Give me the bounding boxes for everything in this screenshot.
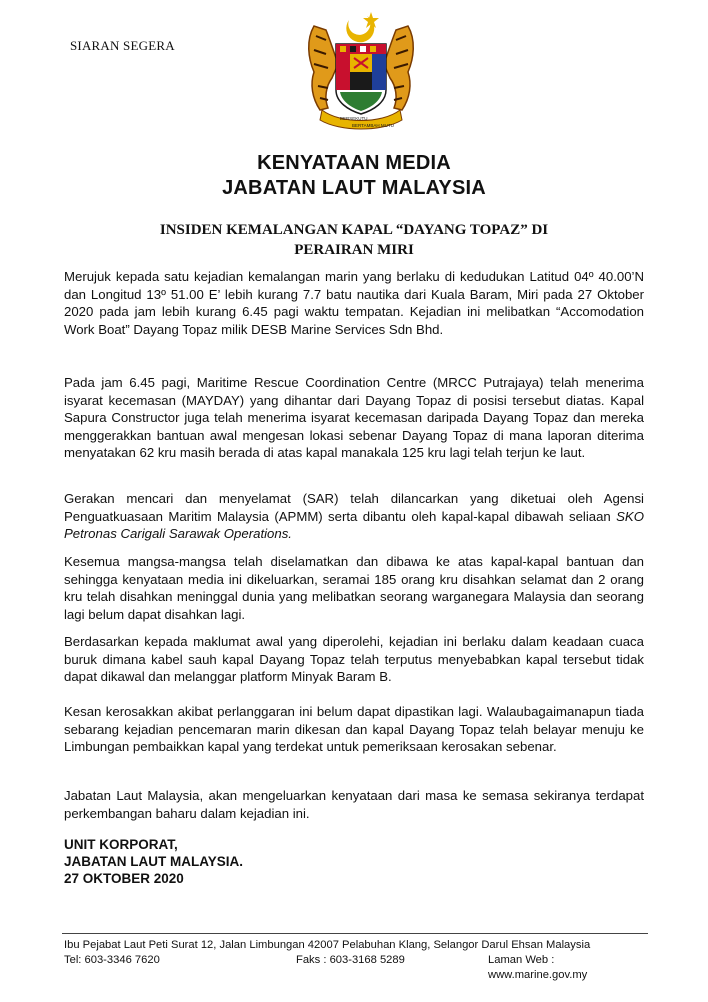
signature-unit: UNIT KORPORAT, — [64, 837, 178, 852]
footer-fax: Faks : 603-3168 5289 — [296, 954, 405, 966]
paragraph-mayday: Pada jam 6.45 pagi, Maritime Rescue Coordination Centre (MRCC Putrajaya) telah menerima isyarat kecemasan (MAYDAY) yang dihantar dari Dayang Topaz di posisi tersebut diatas. Kapal Sapura Constructor juga telah menerima isyarat kecemasan daripada Dayang Topaz dan mereka menggerakkan bantuan awal mengesan lokasi sebenar Dayang Topaz di mana laporan diterima menyatakan 62 kru masih berada di atas kapal manakala 125 kru lagi telah terjun ke laut. — [64, 375, 644, 460]
malaysia-coat-of-arms-icon — [300, 6, 422, 134]
signature-department: JABATAN LAUT MALAYSIA. — [64, 854, 244, 869]
media-statement-title: KENYATAAN MEDIA — [257, 152, 451, 174]
paragraph-cause: Berdasarkan kepada maklumat awal yang diperolehi, kejadian ini berlaku dalam keadaan cuaca buruk dimana kabel sauh kapal Dayang Topaz telah terputus menyebabkan kapal tersebut tidak dapat dikawal dan melanggar platform Minyak Baram B. — [64, 634, 644, 684]
release-label: SIARAN SEGERA — [70, 38, 175, 53]
paragraph-damage: Kesan kerosakkan akibat perlanggaran ini belum dapat dipastikan lagi. Walaubagaimanapun tiada sebarang kejadian pencemaran marin dikesan dan kapal Dayang Topaz telah belayar menuju ke Limbungan pembaikkan kapal yang terdekat untuk pemeriksaan kerosakan sebenar. — [64, 704, 644, 754]
paragraph-sar-text: Gerakan mencari dan menyelamat (SAR) telah dilancarkan yang diketuai oleh Agensi Penguatkuasaan Maritim Malaysia (APMM) serta dibantu oleh kapal-kapal dibawah seliaan — [64, 491, 644, 524]
incident-heading-line1: INSIDEN KEMALANGAN KAPAL “DAYANG TOPAZ” DI — [159, 222, 549, 238]
signature-date: 27 OKTOBER 2020 — [64, 871, 184, 886]
footer-website[interactable]: Laman Web : www.marine.gov.my — [488, 954, 588, 981]
footer-address: Ibu Pejabat Laut Peti Surat 12, Jalan Limbungan 42007 Pelabuhan Klang, Selangor Darul Ehsan Malaysia — [64, 939, 591, 951]
crest-motto-text-2: BERTAMBAH MUTU — [352, 123, 394, 128]
paragraph-updates: Jabatan Laut Malaysia, akan mengeluarkan kenyataan dari masa ke semasa sekiranya terdapat perkembangan baharu dalam kejadian ini. — [64, 788, 644, 821]
paragraph-incident-location: Merujuk kepada satu kejadian kemalangan marin yang berlaku di kedudukan Latitud 04º 40.00’N dan Longitud 13º 51.00 E’ lebih kurang 7.7 batu nautika dari Kuala Baram, Miri pada 27 Oktober 2020 pada jam lebih kurang 6.45 pagi waktu tempatan. Kejadian ini melibatkan “Accomodation Work Boat” Dayang Topaz milik DESB Marine Services Sdn Bhd. — [64, 269, 644, 337]
footer-telephone: Tel: 603-3346 7620 — [64, 954, 160, 966]
incident-heading-line2: PERAIRAN MIRI — [294, 242, 414, 258]
department-title: JABATAN LAUT MALAYSIA — [222, 177, 486, 199]
crest-motto-text-1: BERSEKUTU — [340, 116, 368, 121]
footer-divider — [62, 933, 648, 934]
paragraph-sar-operation — [64, 490, 644, 543]
paragraph-casualties: Kesemua mangsa-mangsa telah diselamatkan dan dibawa ke atas kapal-kapal bantuan dan sehingga kenyataan media ini dikeluarkan, seramai 185 orang kru disahkan selamat dan 2 orang kru telah disahkan meninggal dunia yang melibatkan seorang warganegara Malaysia dan seorang lagi belum dapat disahkan lagi. — [64, 554, 644, 622]
signature-block — [64, 836, 243, 887]
sko-petronas-italic: SKO Petronas Carigali Sarawak Operations. — [64, 508, 644, 541]
